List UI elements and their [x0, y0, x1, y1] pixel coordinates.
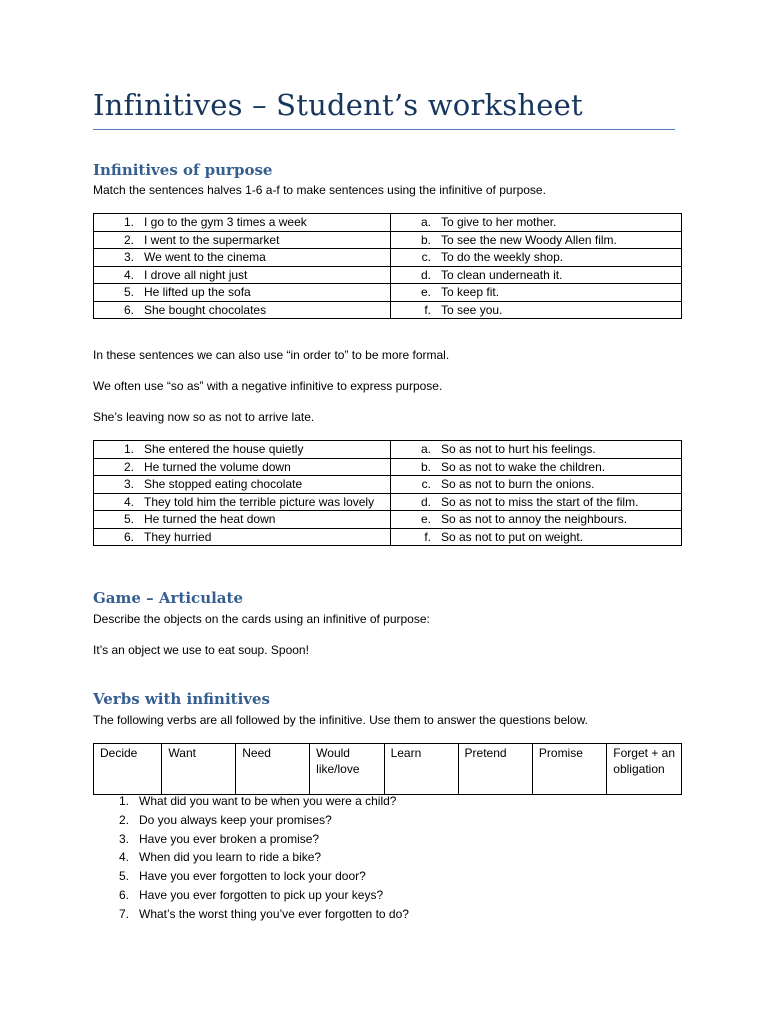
question-item	[93, 811, 409, 830]
table-row	[94, 511, 682, 529]
item-number: 3.	[123, 477, 134, 491]
verb-cell: Forget + an obligation	[607, 744, 682, 795]
table-row	[94, 284, 682, 302]
item-letter: e.	[420, 285, 431, 299]
item-number: 3.	[123, 250, 134, 264]
sentence-start-cell	[94, 231, 391, 249]
sentence-end-cell	[391, 249, 682, 267]
sentence-start-cell	[94, 441, 391, 459]
verb-cell: Want	[162, 744, 236, 795]
sentence-start: I go to the gym 3 times a week	[144, 215, 307, 229]
sentence-end: So as not to put on weight.	[441, 529, 584, 544]
table-row	[94, 476, 682, 494]
table-row	[94, 441, 682, 459]
question-number: 5.	[118, 869, 129, 884]
sentence-start-cell	[94, 301, 391, 319]
table-row	[94, 231, 682, 249]
section-heading-verbs: Verbs with infinitives	[93, 690, 270, 708]
sentence-end-cell	[391, 441, 682, 459]
verb-cell: Learn	[384, 744, 458, 795]
item-letter: b.	[420, 232, 431, 247]
verb-cell: Promise	[532, 744, 606, 795]
item-number: 6.	[123, 529, 134, 544]
item-letter: b.	[420, 459, 431, 474]
question-number: 7.	[118, 906, 129, 921]
table-row	[94, 528, 682, 546]
sentence-start-cell	[94, 493, 391, 511]
question-text: Have you ever forgotten to lock your door?	[139, 869, 366, 884]
question-text: What’s the worst thing you’ve ever forgotten to do?	[139, 906, 409, 921]
sentence-start: I drove all night just	[144, 267, 248, 282]
title-divider	[93, 129, 675, 130]
sentence-start: They told him the terrible picture was lovely	[144, 494, 375, 509]
in-order-to-note: In these sentences we can also use “in order to” to be more formal.	[93, 348, 450, 362]
item-letter: f.	[424, 302, 431, 317]
sentence-end: To see you.	[441, 302, 503, 317]
item-number: 5.	[123, 512, 134, 526]
table-row	[94, 266, 682, 284]
question-item	[93, 886, 409, 905]
sentence-end: So as not to wake the children.	[441, 459, 606, 474]
sentence-end-cell	[391, 266, 682, 284]
sentence-start: He turned the heat down	[144, 512, 276, 526]
sentence-start-cell	[94, 249, 391, 267]
item-letter: c.	[421, 477, 431, 491]
sentence-start-cell	[94, 266, 391, 284]
sentence-start-cell	[94, 476, 391, 494]
purpose-match-table	[93, 213, 682, 319]
question-number: 1.	[118, 794, 129, 808]
item-letter: c.	[421, 250, 431, 264]
item-letter: d.	[420, 267, 431, 282]
sentence-start-cell	[94, 284, 391, 302]
sentence-start: She bought chocolates	[144, 302, 267, 317]
sentence-end-cell	[391, 528, 682, 546]
section-heading-articulate: Game – Articulate	[93, 589, 243, 607]
question-text: Have you ever forgotten to pick up your keys?	[139, 887, 384, 902]
question-item	[93, 792, 409, 811]
question-number: 4.	[118, 850, 129, 865]
question-item	[93, 905, 409, 924]
item-number: 6.	[123, 302, 134, 317]
sentence-end-cell	[391, 476, 682, 494]
verb-cell: Would like/love	[310, 744, 384, 795]
verb-cell: Need	[236, 744, 310, 795]
item-number: 4.	[123, 267, 134, 282]
purpose-instruction: Match the sentences halves 1-6 a-f to make sentences using the infinitive of purpose.	[93, 183, 546, 197]
question-text: What did you want to be when you were a child?	[139, 794, 397, 808]
item-letter: d.	[420, 494, 431, 509]
sentence-end-cell	[391, 284, 682, 302]
item-letter: e.	[420, 512, 431, 526]
question-text: When did you learn to ride a bike?	[139, 850, 322, 865]
question-number: 6.	[118, 887, 129, 902]
sentence-start-cell	[94, 511, 391, 529]
item-letter: a.	[420, 442, 431, 456]
table-row	[94, 493, 682, 511]
table-row	[94, 301, 682, 319]
question-text: Have you ever broken a promise?	[139, 831, 320, 846]
so-as-match-table	[93, 440, 682, 546]
item-number: 4.	[123, 494, 134, 509]
item-letter: a.	[420, 215, 431, 229]
verbs-instruction: The following verbs are all followed by the infinitive. Use them to answer the questions below.	[93, 713, 588, 727]
question-text: Do you always keep your promises?	[139, 812, 332, 827]
question-item	[93, 867, 409, 886]
question-item	[93, 848, 409, 867]
sentence-start-cell	[94, 458, 391, 476]
sentence-start: They hurried	[144, 529, 212, 544]
sentence-end-cell	[391, 493, 682, 511]
sentence-start: She stopped eating chocolate	[144, 477, 303, 491]
sentence-end-cell	[391, 458, 682, 476]
question-list	[93, 792, 409, 924]
section-heading-purpose: Infinitives of purpose	[93, 161, 273, 179]
articulate-example: It’s an object we use to eat soup. Spoon!	[93, 643, 309, 657]
item-number: 2.	[123, 232, 134, 247]
question-number: 2.	[118, 812, 129, 827]
sentence-end: So as not to annoy the neighbours.	[441, 512, 628, 526]
sentence-start: He lifted up the sofa	[144, 285, 251, 299]
sentence-end-cell	[391, 231, 682, 249]
sentence-end: To clean underneath it.	[441, 267, 563, 282]
so-as-example: She’s leaving now so as not to arrive late.	[93, 410, 315, 424]
sentence-end: To do the weekly shop.	[441, 250, 564, 264]
sentence-start-cell	[94, 214, 391, 232]
question-item	[93, 830, 409, 849]
sentence-end: So as not to burn the onions.	[441, 477, 595, 491]
sentence-end: To give to her mother.	[441, 215, 557, 229]
table-row	[94, 249, 682, 267]
item-number: 1.	[123, 442, 134, 456]
sentence-start: We went to the cinema	[144, 250, 266, 264]
verb-cell: Decide	[94, 744, 162, 795]
sentence-end-cell	[391, 511, 682, 529]
so-as-note: We often use “so as” with a negative infinitive to express purpose.	[93, 379, 443, 393]
sentence-end: So as not to hurt his feelings.	[441, 442, 596, 456]
item-number: 2.	[123, 459, 134, 474]
verb-cell: Pretend	[458, 744, 532, 795]
item-number: 5.	[123, 285, 134, 299]
sentence-end-cell	[391, 214, 682, 232]
page-title: Infinitives – Student’s worksheet	[93, 88, 583, 122]
sentence-start: She entered the house quietly	[144, 442, 304, 456]
item-number: 1.	[123, 215, 134, 229]
verbs-table	[93, 743, 682, 795]
table-row	[94, 214, 682, 232]
question-number: 3.	[118, 831, 129, 846]
sentence-end-cell	[391, 301, 682, 319]
sentence-start-cell	[94, 528, 391, 546]
sentence-end: So as not to miss the start of the film.	[441, 494, 639, 509]
item-letter: f.	[424, 529, 431, 544]
sentence-end: To see the new Woody Allen film.	[441, 232, 617, 247]
sentence-start: I went to the supermarket	[144, 232, 280, 247]
sentence-end: To keep fit.	[441, 285, 500, 299]
table-row	[94, 458, 682, 476]
sentence-start: He turned the volume down	[144, 459, 291, 474]
articulate-instruction: Describe the objects on the cards using an infinitive of purpose:	[93, 612, 430, 626]
